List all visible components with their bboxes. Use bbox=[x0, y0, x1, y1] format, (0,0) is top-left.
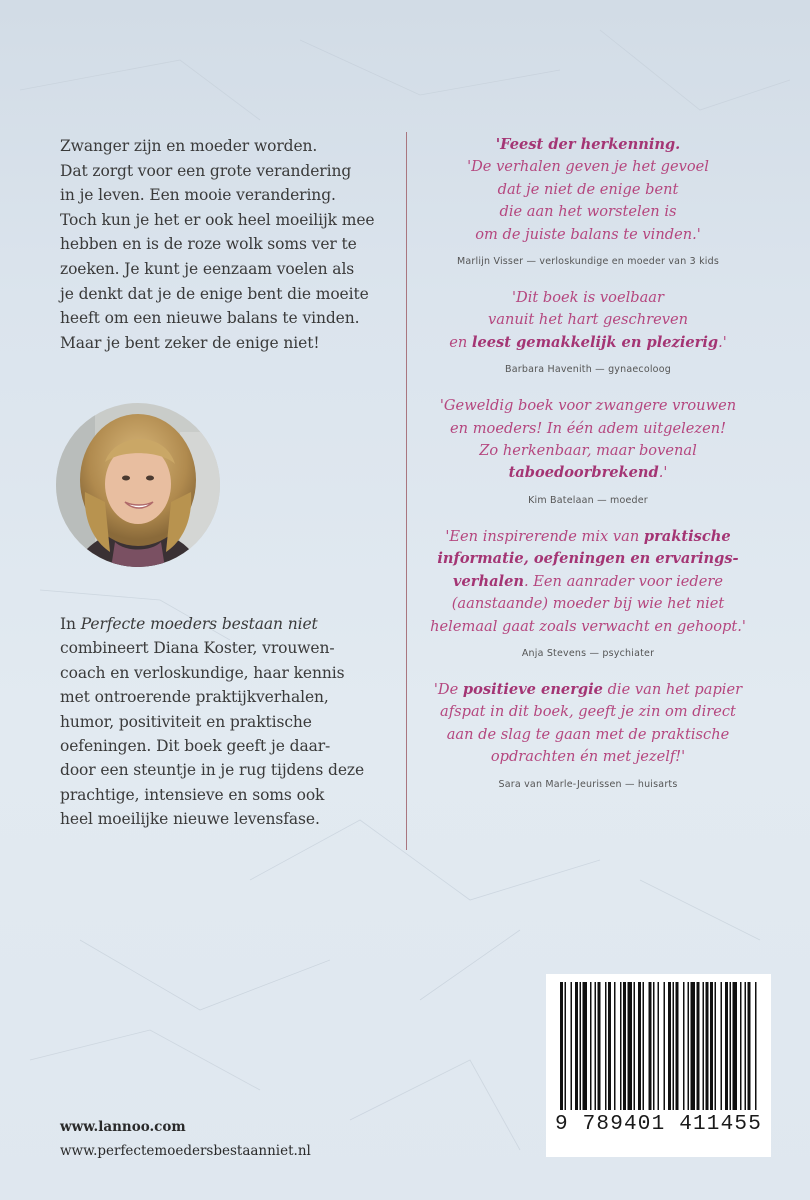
barcode-bar bbox=[608, 982, 611, 1110]
barcode-bar bbox=[605, 982, 607, 1110]
barcode-bar bbox=[733, 982, 738, 1110]
quote-text: .' bbox=[658, 464, 668, 482]
intro-line: Dat zorgt voor een grote verandering bbox=[60, 161, 352, 180]
publisher-link[interactable]: www.lannoo.com bbox=[60, 1119, 186, 1135]
barcode-bar bbox=[583, 982, 588, 1110]
quote-text: 'Een inspirerende mix van bbox=[445, 527, 644, 545]
barcode-bar bbox=[710, 982, 713, 1110]
bio-line: humor, positiviteit en praktische bbox=[60, 712, 312, 731]
quote-highlight: leest gemakkelijk en plezierig bbox=[471, 333, 719, 351]
quote-text: .' bbox=[718, 333, 727, 351]
website-links bbox=[60, 1115, 311, 1163]
quote-line: en moeders! In één adem uitgelezen! bbox=[450, 419, 726, 437]
bio-line: prachtige, intensieve en soms ook bbox=[60, 785, 325, 804]
bio-line: combineert Diana Koster, vrouwen- bbox=[60, 639, 335, 658]
barcode-bar bbox=[560, 982, 563, 1110]
barcode-bar bbox=[580, 982, 582, 1110]
barcode-bar bbox=[673, 982, 675, 1110]
barcode-bar bbox=[620, 982, 622, 1110]
quote-line: 'De verhalen geven je het gevoel bbox=[467, 158, 709, 176]
quote-line: opdrachten én met jezelf!' bbox=[490, 748, 686, 766]
barcode-bar bbox=[643, 982, 645, 1110]
author-portrait bbox=[55, 402, 221, 568]
bio-line: oefeningen. Dit boek geeft je daar- bbox=[60, 737, 331, 756]
barcode-bar bbox=[595, 982, 597, 1110]
bio-line: coach en verloskundige, haar kennis bbox=[60, 663, 345, 682]
barcode-bar bbox=[706, 982, 709, 1110]
barcode-bar bbox=[740, 982, 742, 1110]
quote-line: 'Geweldig boek voor zwangere vrouwen bbox=[439, 397, 737, 415]
quote-highlight: informatie, oefeningen en ervarings- bbox=[437, 550, 739, 568]
bio-line: met ontroerende praktijkverhalen, bbox=[60, 688, 329, 707]
barcode-bar bbox=[715, 982, 717, 1110]
book-site-link[interactable]: www.perfectemoedersbestaanniet.nl bbox=[60, 1143, 311, 1159]
quote-text: . Een aanrader voor iedere bbox=[523, 572, 723, 590]
barcode-bar bbox=[688, 982, 690, 1110]
quote-line: dat je niet de enige bent bbox=[497, 180, 679, 198]
intro-line: Toch kun je het er ook heel moeilijk mee bbox=[60, 210, 375, 229]
bio-prefix: In bbox=[60, 615, 81, 633]
quote-line: aan de slag te gaan met de praktische bbox=[446, 725, 730, 743]
quote-line: Zo herkenbaar, maar bovenal bbox=[479, 442, 697, 460]
barcode-bar bbox=[623, 982, 626, 1110]
quote-visser bbox=[412, 134, 764, 267]
quote-van-marle bbox=[412, 679, 764, 790]
quote-line: afspat in dit boek, geeft je zin om direct bbox=[440, 703, 736, 721]
author-bio bbox=[60, 612, 390, 832]
quote-line: vanuit het hart geschreven bbox=[488, 311, 688, 329]
barcode-bar bbox=[725, 982, 728, 1110]
quote-line: helemaal gaat zoals verwacht en gehoopt.' bbox=[430, 617, 746, 635]
quote-havenith bbox=[412, 287, 764, 375]
barcode-bar bbox=[703, 982, 705, 1110]
quote-highlight: verhalen bbox=[453, 572, 524, 590]
barcode-bar bbox=[649, 982, 652, 1110]
quote-highlight: taboedoorbrekend bbox=[508, 464, 659, 482]
barcode-bar bbox=[676, 982, 679, 1110]
quote-attribution: Anja Stevens — psychiater bbox=[521, 647, 655, 659]
isbn-number: 9 789401 411455 bbox=[554, 1113, 763, 1136]
barcode-bar bbox=[653, 982, 655, 1110]
bio-line: heel moeilijke nieuwe levensfase. bbox=[60, 810, 320, 829]
barcode-bar bbox=[745, 982, 747, 1110]
quote-text: 'De bbox=[433, 680, 463, 698]
barcode-bar bbox=[668, 982, 671, 1110]
intro-line: Maar je bent zeker de enige niet! bbox=[60, 333, 320, 352]
intro-text bbox=[60, 134, 380, 355]
bio-line: door een steuntje in je rug tijdens deze bbox=[60, 761, 365, 780]
column-divider bbox=[406, 132, 407, 850]
barcode-bar bbox=[628, 982, 633, 1110]
quote-line: om de juiste balans te vinden.' bbox=[475, 225, 701, 243]
quote-attribution: Sara van Marle-Jeurissen — huisarts bbox=[498, 778, 678, 790]
quote-highlight: positieve energie bbox=[462, 680, 603, 698]
intro-line: in je leven. Een mooie verandering. bbox=[60, 186, 336, 205]
barcode-bar bbox=[697, 982, 700, 1110]
barcode-bar bbox=[658, 982, 660, 1110]
barcode-bar bbox=[598, 982, 601, 1110]
barcode-bar bbox=[748, 982, 751, 1110]
barcode-bar bbox=[590, 982, 592, 1110]
quote-text: en bbox=[449, 333, 472, 351]
barcode-bar bbox=[721, 982, 723, 1110]
quote-stevens bbox=[412, 526, 764, 659]
quote-highlight: praktische bbox=[643, 527, 731, 545]
barcode-bar bbox=[614, 982, 616, 1110]
isbn-barcode bbox=[546, 974, 771, 1157]
intro-line: Zwanger zijn en moeder worden. bbox=[60, 137, 318, 155]
quote-line: (aanstaande) moeder bij wie het niet bbox=[451, 595, 725, 613]
intro-line: je denkt dat je de enige bent die moeite bbox=[60, 284, 369, 303]
barcode-bar bbox=[730, 982, 732, 1110]
bio-line bbox=[60, 612, 390, 636]
intro-line: hebben en is de roze wolk soms ver te bbox=[60, 235, 357, 254]
quote-line: 'Dit boek is voelbaar bbox=[512, 289, 664, 307]
review-quotes bbox=[412, 134, 764, 810]
quote-batelaan bbox=[412, 395, 764, 506]
barcode-bar bbox=[634, 982, 636, 1110]
quote-attribution: Marlijn Visser — verloskundige en moeder van 3 kids bbox=[456, 256, 720, 268]
barcode-bar bbox=[683, 982, 685, 1110]
barcode-bar bbox=[664, 982, 666, 1110]
intro-line: zoeken. Je kunt je eenzaam voelen als bbox=[60, 259, 355, 278]
quote-attribution: Barbara Havenith — gynaecoloog bbox=[505, 364, 671, 376]
barcode-bars bbox=[546, 974, 771, 1114]
quote-line: die aan het worstelen is bbox=[499, 203, 677, 221]
barcode-bar bbox=[638, 982, 641, 1110]
barcode-bar bbox=[575, 982, 578, 1110]
barcode-bar bbox=[691, 982, 696, 1110]
quote-highlight: 'Feest der herkenning. bbox=[495, 136, 681, 153]
barcode-bar bbox=[755, 982, 757, 1110]
intro-line: heeft om een nieuwe balans te vinden. bbox=[60, 309, 360, 328]
quote-attribution: Kim Batelaan — moeder bbox=[528, 494, 648, 506]
barcode-bar bbox=[565, 982, 567, 1110]
barcode-bar bbox=[571, 982, 573, 1110]
book-title: Perfecte moeders bestaan niet bbox=[80, 615, 318, 633]
quote-text: die van het papier bbox=[602, 680, 743, 698]
